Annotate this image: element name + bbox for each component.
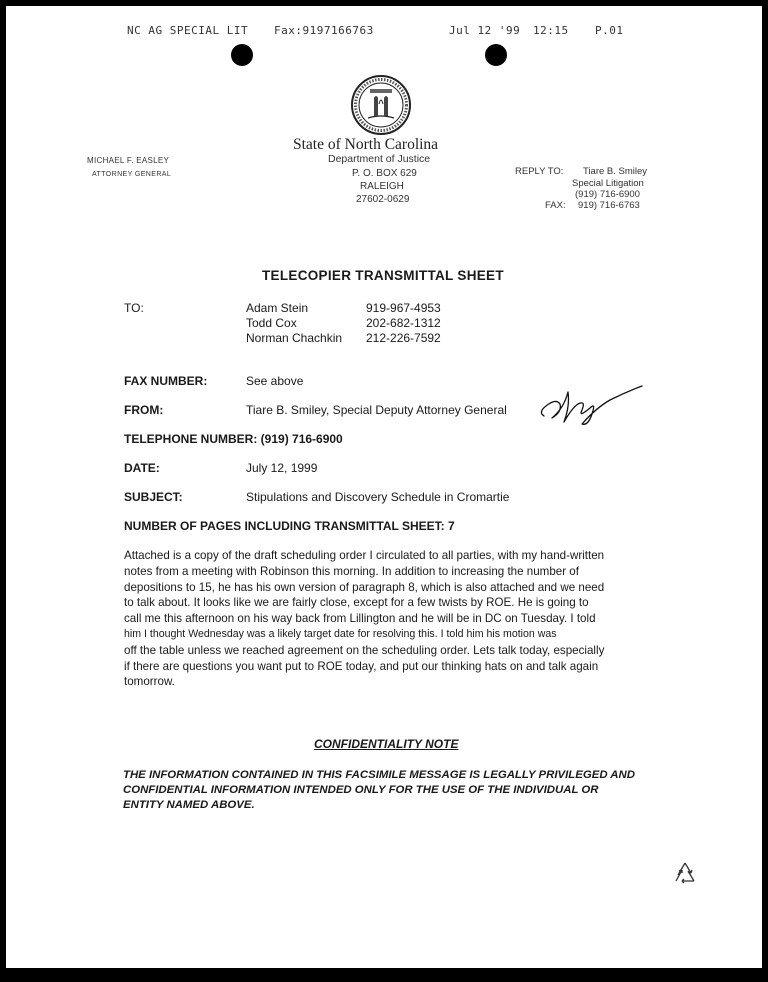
signature-icon [534,378,646,428]
recycle-icon [672,861,698,885]
subject-label: SUBJECT: [124,490,183,504]
letterhead-city: RALEIGH [360,181,404,192]
body-line: depositions to 15, he has his own version of paragraph 8, which is also attached and we need [124,580,605,594]
date-label: DATE: [124,461,160,475]
letterhead-dept: Department of Justice [328,153,431,165]
punch-hole-right [485,44,507,66]
reply-name: Tiare B. Smiley [583,166,648,177]
confidentiality-line: ENTITY NAMED ABOVE. [123,799,255,811]
recipient-name: Todd Cox [246,316,297,330]
body-line: off the table unless we reached agreement on the scheduling order. Lets talk today, especially [124,643,605,657]
body-line: to talk about. It looks like we are fairly close, except for a few twists by ROE. He is going to [124,596,589,610]
confidentiality-note [123,768,635,813]
page-title: TELECOPIER TRANSMITTAL SHEET [262,268,504,283]
pages-count-line: NUMBER OF PAGES INCLUDING TRANSMITTAL SHEET: 7 [124,519,455,533]
fax-date-header: Jul 12 '99 [449,24,521,37]
message-body [124,548,660,690]
confidentiality-line: THE INFORMATION CONTAINED IN THIS FACSIMILE MESSAGE IS LEGALLY PRIVILEGED AND [123,769,635,781]
fax-number-value: See above [246,374,304,388]
recipient-phone: 202-682-1312 [366,316,441,330]
to-label: TO: [124,301,144,315]
fax-page-header: P.01 [595,24,624,37]
reply-division: Special Litigation [572,178,644,189]
body-line: call me this afternoon on his way back from Lillington and he will be in DC on Tuesday. I told [124,612,596,626]
from-value: Tiare B. Smiley, Special Deputy Attorney General [246,403,507,417]
confidentiality-title: CONFIDENTIALITY NOTE [314,737,459,751]
letterhead-zip: 27602-0629 [356,194,410,205]
attorney-general-name: MICHAEL F. EASLEY [87,156,170,165]
fax-number-header: Fax:9197166763 [274,24,374,37]
reply-fax-label: FAX: [545,200,566,211]
punch-hole-left [231,44,253,66]
letterhead-pobox: P. O. BOX 629 [352,168,417,179]
state-seal-icon [350,74,412,136]
reply-to-label: REPLY TO: [515,166,564,177]
recipient-phone: 919-967-4953 [366,301,441,315]
recipient-name: Norman Chachkin [246,331,343,345]
date-value: July 12, 1999 [246,461,318,475]
subject-value: Stipulations and Discovery Schedule in Cromartie [246,490,510,504]
reply-fax: 919) 716-6763 [578,200,640,211]
reply-phone: (919) 716-6900 [575,189,640,200]
fax-time-header: 12:15 [533,24,569,37]
from-label: FROM: [124,403,164,417]
telephone-line: TELEPHONE NUMBER: (919) 716-6900 [124,432,343,446]
attorney-general-title: ATTORNEY GENERAL [92,171,172,178]
confidentiality-line: CONFIDENTIAL INFORMATION INTENDED ONLY FOR THE USE OF THE INDIVIDUAL OR [123,784,599,796]
fax-sender: NC AG SPECIAL LIT [127,24,249,37]
recipient-name: Adam Stein [246,301,309,315]
body-line: Attached is a copy of the draft scheduling order I circulated to all parties, with my hand-written [124,549,605,562]
body-line: notes from a meeting with Robinson this morning. In addition to increasing the number of [124,564,579,578]
body-line: if there are questions you want put to ROE today, and put our thinking hats on and talk again [124,659,599,673]
fax-page [6,6,762,968]
body-line: tomorrow. [124,675,175,689]
letterhead-state: State of North Carolina [293,136,439,153]
body-line: him I thought Wednesday was a likely target date for resolving this. I told him his motion was [124,627,557,640]
fax-number-label: FAX NUMBER: [124,374,208,388]
recipient-phone: 212-226-7592 [366,331,441,345]
